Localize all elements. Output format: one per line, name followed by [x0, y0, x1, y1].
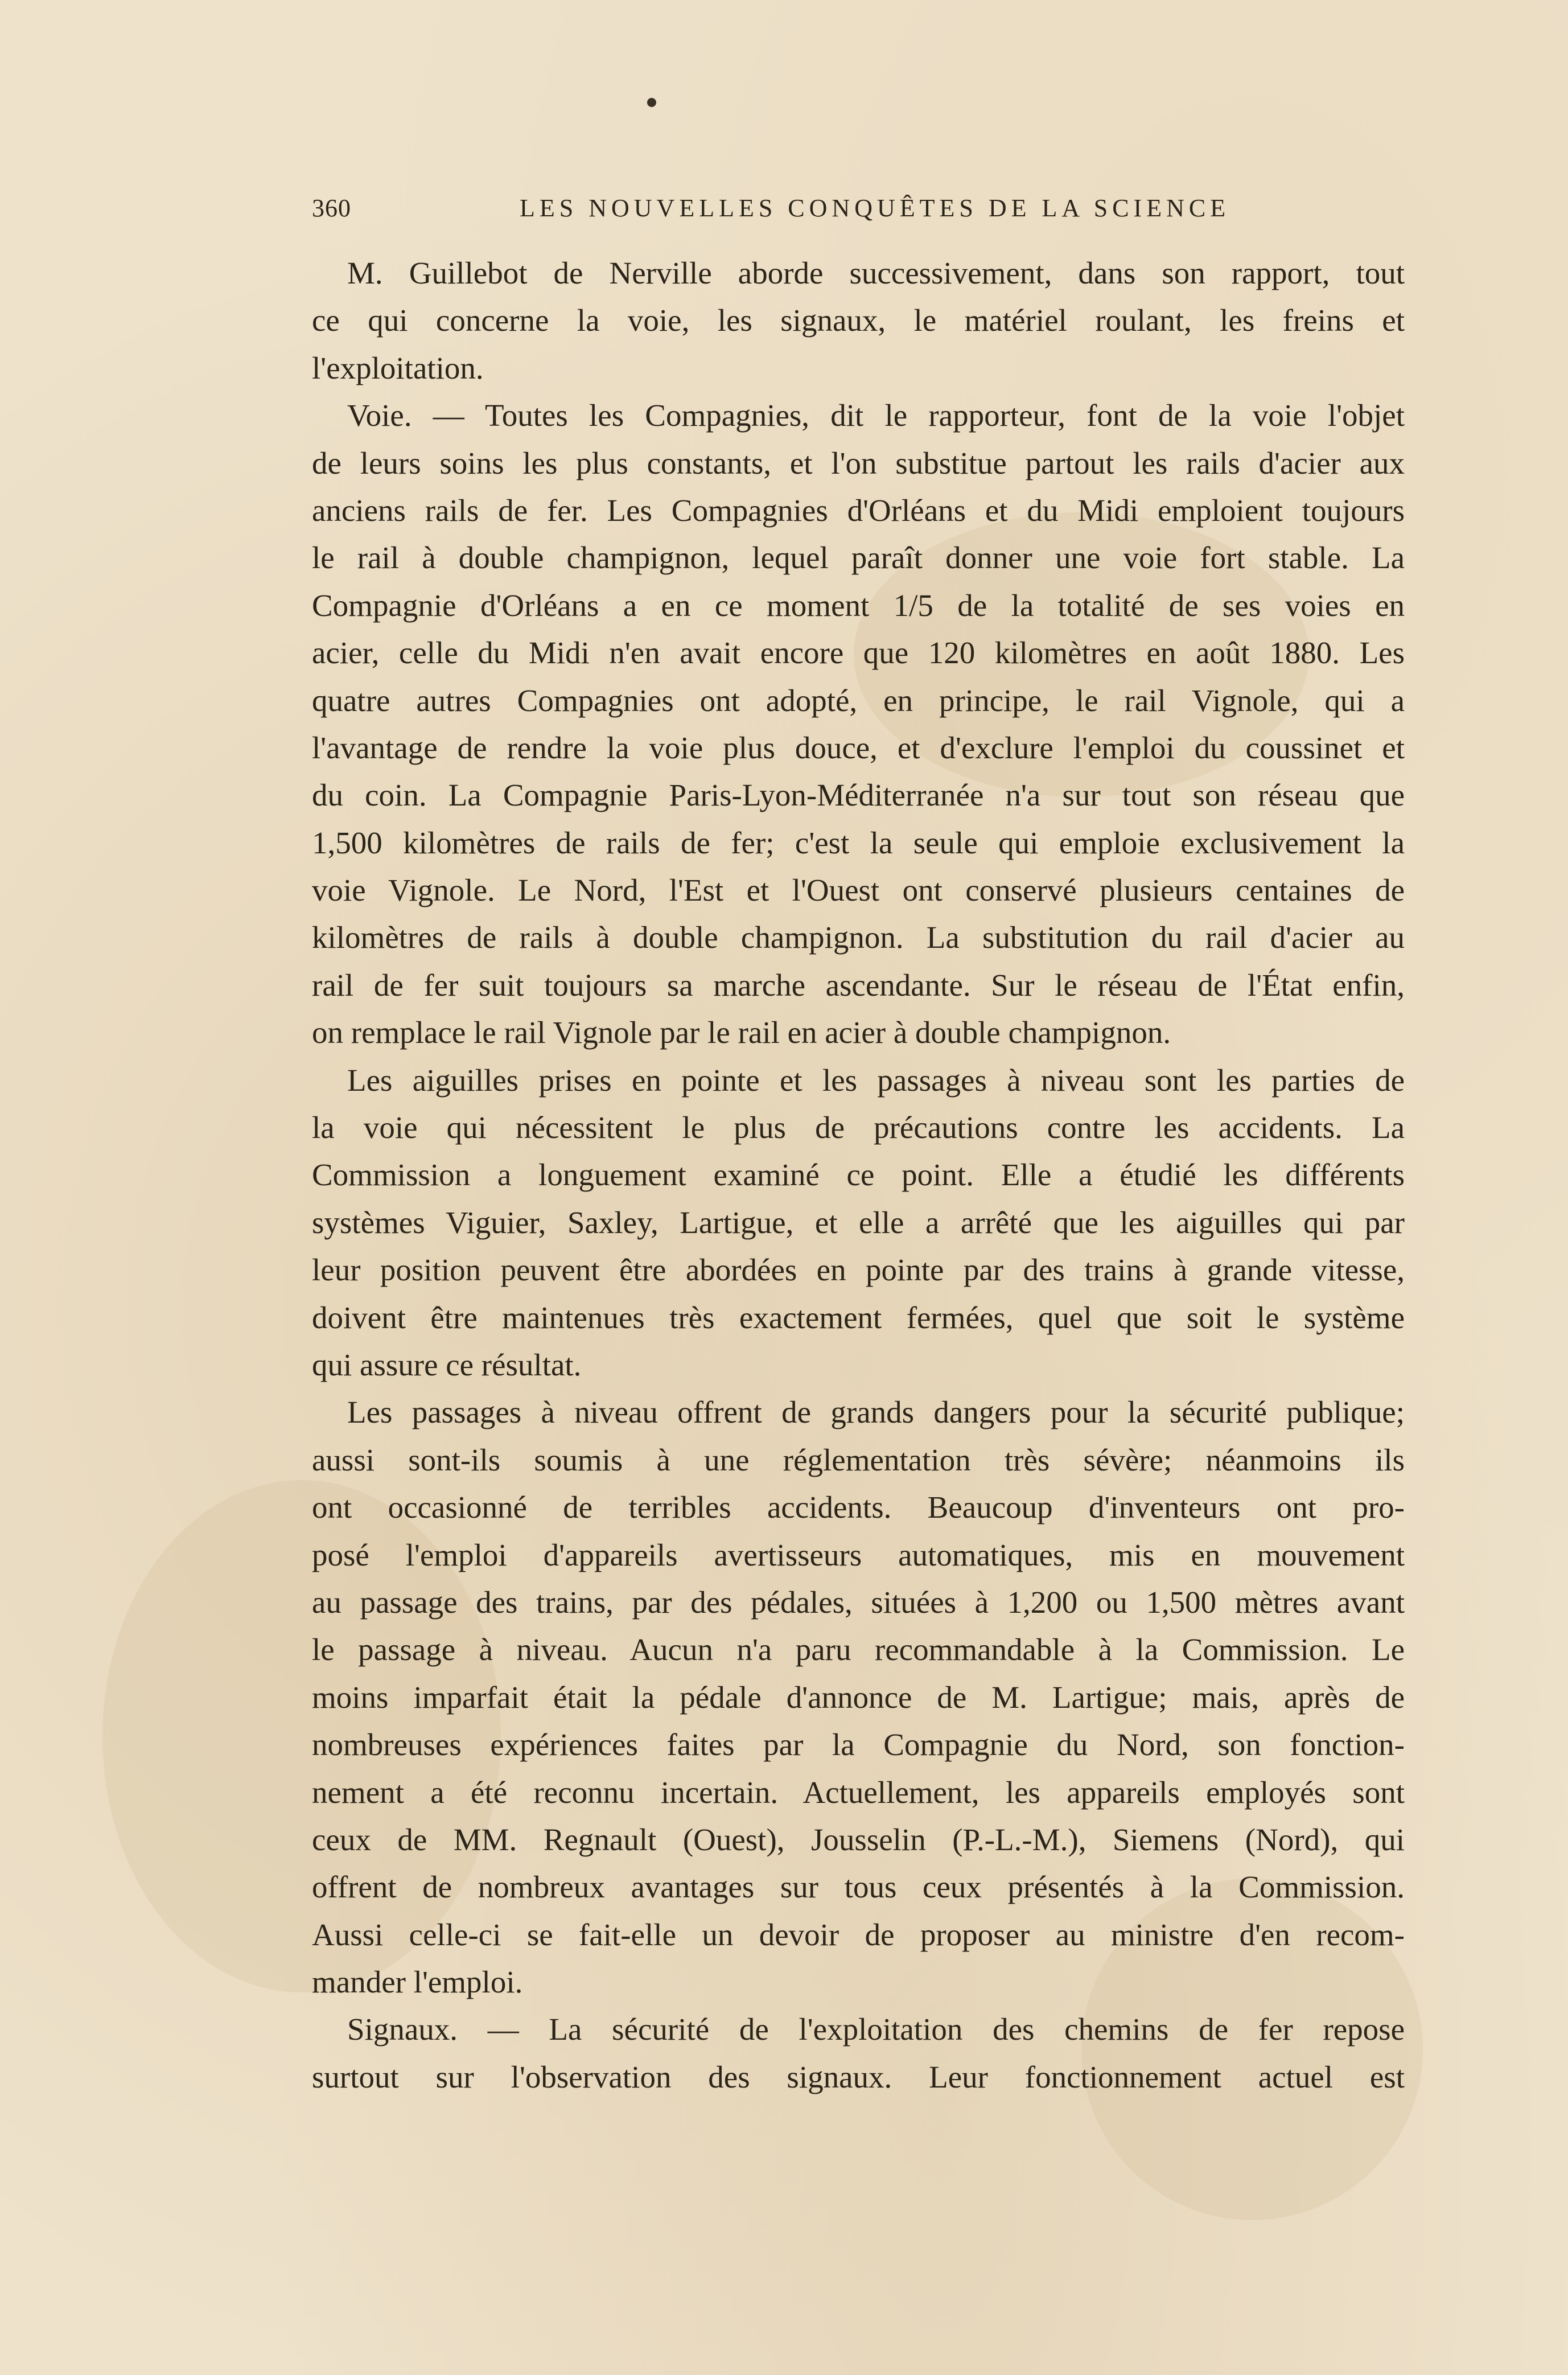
text-line: surtout sur l'observation des signaux. Leur fonctionnement actuel est — [312, 2059, 1405, 2094]
text-line: 1,500 kilomètres de rails de fer; c'est la seule qui emploie exclusivement la — [312, 825, 1405, 860]
text-line: moins imparfait était la pédale d'annonce de M. Lartigue; mais, après de — [312, 1679, 1405, 1715]
running-title: LES NOUVELLES CONQUÊTES DE LA SCIENCE — [520, 194, 1230, 222]
text-line: mander l'emploi. — [312, 1965, 523, 2000]
text-line: l'avantage de rendre la voie plus douce, et d'exclure l'emploi du coussinet et — [312, 730, 1405, 765]
text-line: kilomètres de rails à double champignon. La substitution du rail d'acier au — [312, 920, 1405, 955]
text-line: ceux de MM. Regnault (Ouest), Jousselin (P.-L.-M.), Siemens (Nord), qui — [312, 1822, 1405, 1857]
text-line: leur position peuvent être abordées en pointe par des trains à grande vitesse, — [312, 1252, 1405, 1288]
text-line: Commission a longuement examiné ce point. Elle a étudié les différents — [312, 1157, 1405, 1193]
text-line: on remplace le rail Vignole par le rail en acier à double champignon. — [312, 1015, 1171, 1050]
page-header — [312, 194, 1405, 233]
text-line: Compagnie d'Orléans a en ce moment 1/5 de la totalité de ses voies en — [312, 587, 1405, 623]
body-text — [312, 249, 1405, 2101]
text-line: Signaux. — La sécurité de l'exploitation des chemins de fer repose — [347, 2012, 1405, 2047]
text-line: de leurs soins les plus constants, et l'on substitue partout les rails d'acier aux — [312, 445, 1405, 480]
text-line: qui assure ce résultat. — [312, 1347, 582, 1382]
text-line: nombreuses expériences faites par la Compagnie du Nord, son fonction- — [312, 1727, 1405, 1762]
page-number: 360 — [312, 194, 351, 222]
text-line: anciens rails de fer. Les Compagnies d'Orléans et du Midi emploient toujours — [312, 492, 1405, 528]
text-line: le passage à niveau. Aucun n'a paru recommandable à la Commission. Le — [312, 1632, 1405, 1667]
text-line: quatre autres Compagnies ont adopté, en principe, le rail Vignole, qui a — [312, 683, 1405, 718]
text-line: l'exploitation. — [312, 350, 484, 385]
text-line: posé l'emploi d'appareils avertisseurs automatiques, mis en mouvement — [312, 1537, 1405, 1572]
text-line: Les passages à niveau offrent de grands dangers pour la sécurité publique; — [347, 1395, 1405, 1430]
text-line: au passage des trains, par des pédales, situées à 1,200 ou 1,500 mètres avant — [312, 1584, 1405, 1620]
ink-dot — [647, 98, 656, 107]
text-line: doivent être maintenues très exactement fermées, quel que soit le système — [312, 1300, 1405, 1335]
text-line: du coin. La Compagnie Paris-Lyon-Méditerranée n'a sur tout son réseau que — [312, 778, 1405, 813]
text-line: ont occasionné de terribles accidents. Beaucoup d'inventeurs ont pro- — [312, 1490, 1405, 1525]
text-line: Les aiguilles prises en pointe et les passages à niveau sont les parties de — [347, 1062, 1405, 1098]
text-line: nement a été reconnu incertain. Actuellement, les appareils employés sont — [312, 1774, 1405, 1810]
text-line: le rail à double champignon, lequel paraît donner une voie fort stable. La — [312, 540, 1405, 576]
text-line: rail de fer suit toujours sa marche ascendante. Sur le réseau de l'État enfin, — [312, 967, 1405, 1002]
text-line: la voie qui nécessitent le plus de précautions contre les accidents. La — [312, 1110, 1405, 1145]
text-line: acier, celle du Midi n'en avait encore que 120 kilomètres en août 1880. Les — [312, 635, 1405, 671]
text-line: Aussi celle-ci se fait-elle un devoir de proposer au ministre d'en recom- — [312, 1917, 1405, 1952]
text-line: aussi sont-ils soumis à une réglementation très sévère; néanmoins ils — [312, 1442, 1405, 1477]
text-line: offrent de nombreux avantages sur tous ceux présentés à la Commission. — [312, 1869, 1405, 1905]
text-line: Voie. — Toutes les Compagnies, dit le rapporteur, font de la voie l'objet — [347, 398, 1405, 433]
text-line: ce qui concerne la voie, les signaux, le matériel roulant, les freins et — [312, 303, 1405, 338]
text-line: voie Vignole. Le Nord, l'Est et l'Ouest ont conservé plusieurs centaines de — [312, 873, 1405, 908]
text-line: M. Guillebot de Nerville aborde successivement, dans son rapport, tout — [347, 256, 1405, 290]
text-line: systèmes Viguier, Saxley, Lartigue, et elle a arrêté que les aiguilles qui par — [312, 1205, 1405, 1240]
